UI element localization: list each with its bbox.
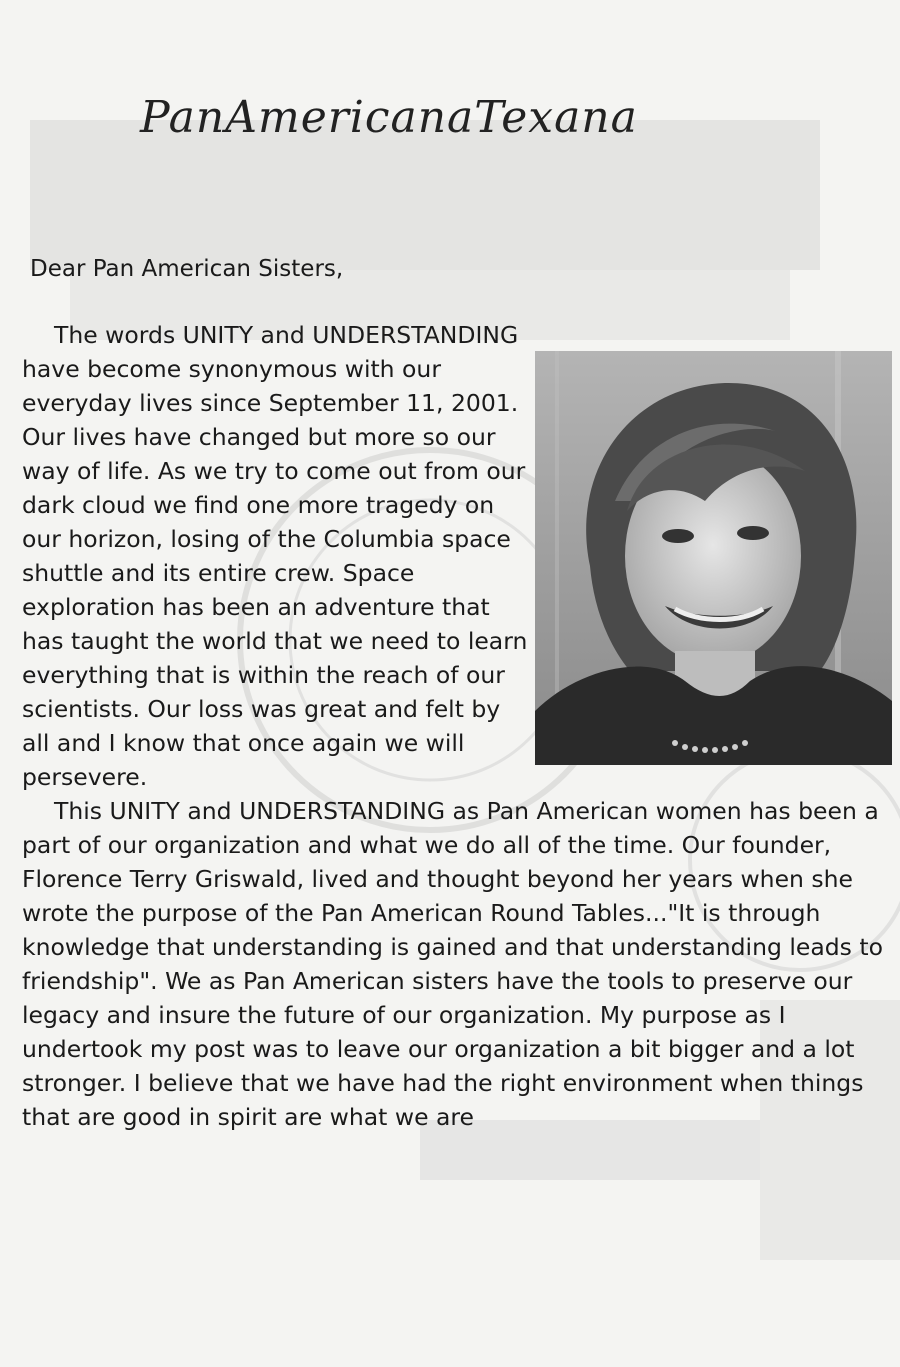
letter-body (22, 318, 892, 1134)
photo-wrap-spacer (532, 350, 892, 794)
masthead-title: PanAmericanaTexana (140, 92, 638, 143)
letter-paragraph-2: This UNITY and UNDERSTANDING as Pan American women has been a part of our organization and what we do all of the time. Our founder, Florence Terry Griswald, lived and thought beyond her years when she wrote the purpose of the Pan American Round Tables..."It is through knowledge that understanding is gained and that understanding leads to friendship". We as Pan American sisters have the tools to preserve our legacy and insure the future of our organization. My purpose as I undertook my post was to leave our organization a bit bigger and a lot stronger. I believe that we have had the right environment when things that are good in spirit are what we are (22, 797, 883, 1131)
letter-paragraph-1: The words UNITY and UNDERSTANDING have become synonymous with our everyday lives since September 11, 2001. Our lives have changed but more so our way of life. As we try to come out from our dark cloud we find one more tragedy on our horizon, losing of the Columbia space shuttle and its entire crew. Space exploration has been an adventure that has taught the world that we need to learn everything that is within the reach of our scientists. Our loss was great and felt by all and I know that once again we will persevere. (22, 321, 528, 791)
salutation: Dear Pan American Sisters, (30, 256, 344, 282)
